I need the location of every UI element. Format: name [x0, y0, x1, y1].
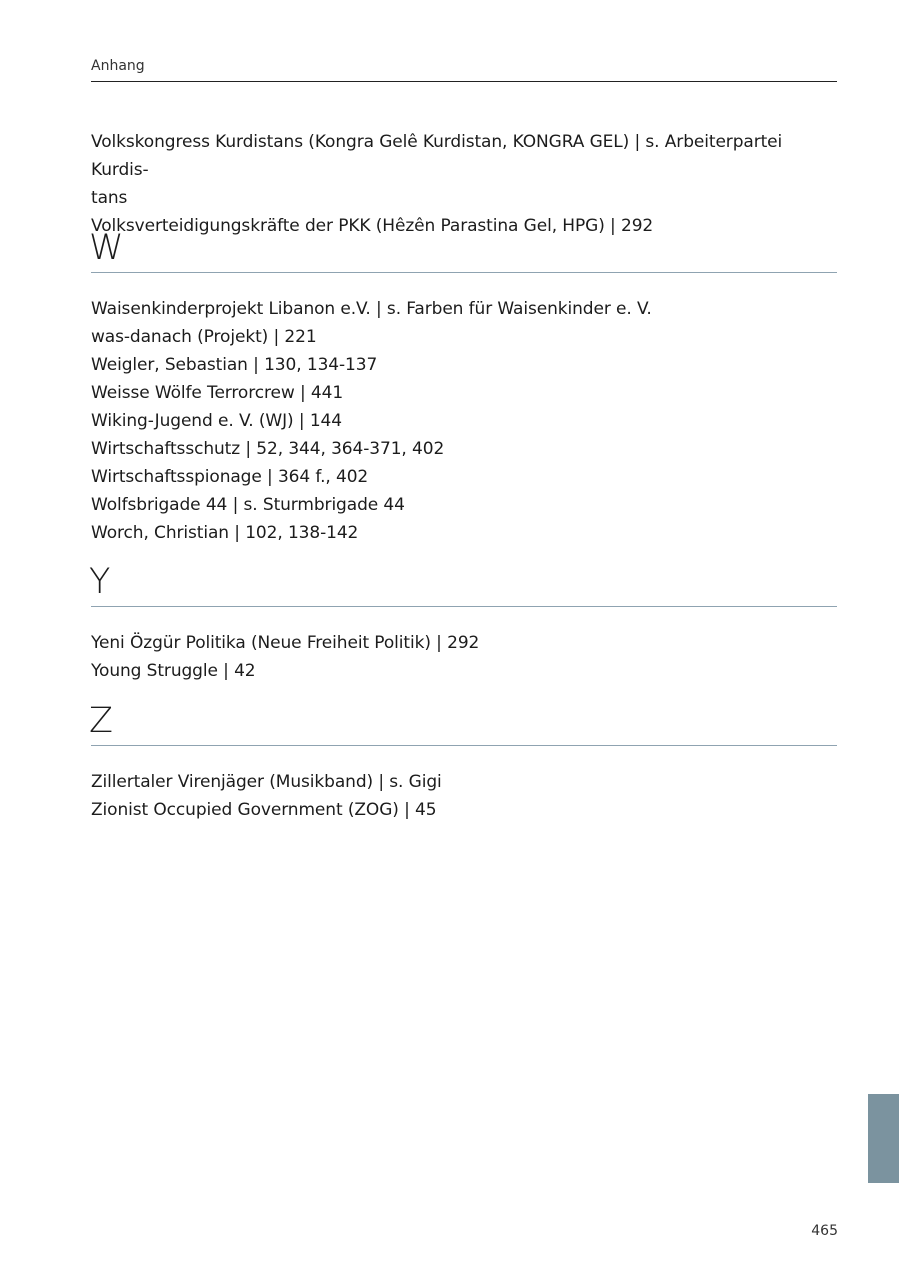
- index-entry: Yeni Özgür Politika (Neue Freiheit Politik) | 292: [91, 633, 480, 653]
- index-entry: Wiking-Jugend e. V. (WJ) | 144: [91, 411, 342, 431]
- section-entries-z: [91, 768, 837, 824]
- chapter-thumb-tab: [868, 1094, 899, 1183]
- running-header: Anhang: [91, 58, 145, 74]
- index-entry: was-danach (Projekt) | 221: [91, 327, 317, 347]
- section-entries-y: [91, 629, 837, 685]
- section-letter-w: W: [89, 228, 124, 268]
- header-divider: [91, 81, 837, 82]
- section-divider-y: [91, 606, 837, 607]
- page-number: 465: [811, 1223, 838, 1239]
- section-entries-w: [91, 295, 837, 547]
- index-entry: Wolfsbrigade 44 | s. Sturmbrigade 44: [91, 495, 405, 515]
- index-entry: Volksverteidigungskräfte der PKK (Hêzên Parastina Gel, HPG) | 292: [91, 216, 654, 236]
- index-entry: Wirtschaftsschutz | 52, 344, 364-371, 402: [91, 439, 445, 459]
- index-entry: Waisenkinderprojekt Libanon e.V. | s. Farben für Waisenkinder e. V.: [91, 299, 652, 319]
- section-divider-w: [91, 272, 837, 273]
- index-entry: Weigler, Sebastian | 130, 134-137: [91, 355, 378, 375]
- index-entry: Zionist Occupied Government (ZOG) | 45: [91, 800, 437, 820]
- index-entry: Volkskongress Kurdistans (Kongra Gelê Kurdistan, KONGRA GEL) | s. Arbeiterpartei Kurdis- tans: [91, 132, 783, 208]
- section-divider-z: [91, 745, 837, 746]
- section-letter-y: Y: [89, 562, 111, 602]
- index-entry: Zillertaler Virenjäger (Musikband) | s. Gigi: [91, 772, 442, 792]
- index-entry: Weisse Wölfe Terrorcrew | 441: [91, 383, 344, 403]
- index-entry: Young Struggle | 42: [91, 661, 256, 681]
- index-entry: Wirtschaftsspionage | 364 f., 402: [91, 467, 369, 487]
- intro-entries: [91, 128, 837, 240]
- section-letter-z: Z: [89, 701, 113, 741]
- index-entry: Worch, Christian | 102, 138-142: [91, 523, 359, 543]
